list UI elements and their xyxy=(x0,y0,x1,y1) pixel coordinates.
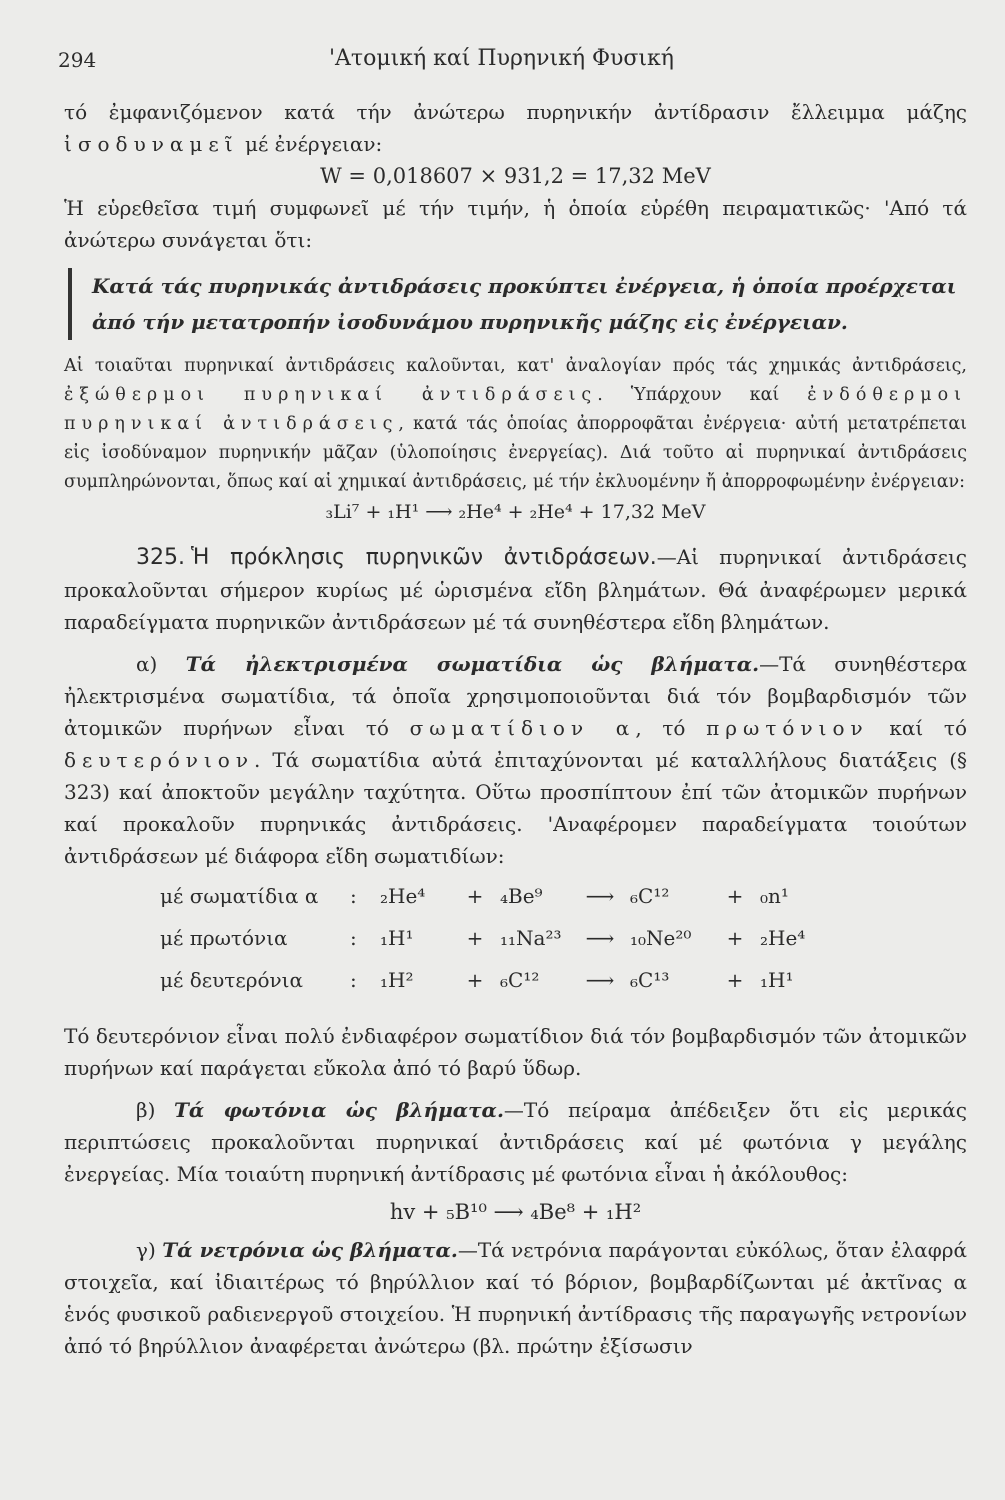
reaction-row xyxy=(160,968,967,1010)
reactions-table xyxy=(160,884,967,1010)
reaction-term: ₄Be⁹ xyxy=(500,884,543,908)
para1-text-b: μέ ἐνέργειαν: xyxy=(238,132,383,156)
sub-a-text4: . Τά σωματίδια αὐτά ἐπιταχύνονται μέ καταλλήλους διατάξεις (§ 323) καί ἀποκτοῦν μεγάλην ταχύτητα. Οὕτω προσπίπτουν ἐπί τῶν ἀτομικῶν πυρήνων καί προκαλοῦν πυρηνικάς ἀντιδράσεις. 'Αναφέρομεν παραδείγματα τοιούτων ἀντιδράσεων μέ διάφορα εἴδη σωματιδίων: xyxy=(64,748,967,868)
para1-spaced: ἰσοδυναμεῖ xyxy=(64,132,239,156)
reaction-product: ₀n¹ xyxy=(760,884,789,908)
plus-sign: + xyxy=(466,884,484,908)
reaction-term: ₂He⁴ xyxy=(380,884,426,908)
equation-lithium: ₃Li⁷ + ₁H¹ ⟶ ₂He⁴ + ₂He⁴ + 17,32 MeV xyxy=(325,501,706,523)
reaction-product: ₆C¹³ xyxy=(630,968,670,992)
sub-b-text: —Τό πείραμα ἀπέδειξεν ὅτι εἰς μερικάς περιπτώσεις προκαλοῦνται πυρηνικαί ἀντιδράσεις καί μέ φωτόνια γ μεγάλης ἐνεργείας. Μία τοιαύτη πυρηνική ἀντίδρασις μέ φωτόνια εἶναι ἡ ἀκόλουθος: xyxy=(64,1098,968,1186)
para1-text-a: τό ἐμφανιζόμενον κατά τήν ἀνώτερω πυρηνικήν ἀντίδρασιν ἔλλειμμα μάζης xyxy=(64,100,967,124)
equation-photon: hv + ₅B¹⁰ ⟶ ₄Be⁸ + ₁H² xyxy=(389,1200,642,1224)
para3-a: Αἱ τοιαῦται πυρηνικαί ἀντιδράσεις καλοῦνται, κατ' ἀναλογίαν πρός τάς χημικάς ἀντιδράσεις, xyxy=(64,356,967,376)
para3-exothermic-term: ἐξώθερμοι πυρηνικαί ἀντιδράσεις xyxy=(64,385,598,405)
section-number: 325. xyxy=(136,545,185,570)
reaction-row xyxy=(160,926,967,968)
sub-a-letter: α) xyxy=(136,652,158,676)
para3-c: , κατά τάς ὁποίας ἀπορροφᾶται ἐνέργεια· αὐτή μετατρέπεται εἰς ἰσοδύναμον πυρηνικήν μᾶζαν (ὑλοποίησις ἐνεργείας). Διά τοῦτο αἱ πυρηνικαί ἀντιδράσεις συμπληρώνονται, ὅπως καί αἱ χημικαί ἀντιδράσεις, μέ τήν ἐκλυομένην ἤ ἀπορροφωμένην ἐνέργειαν: xyxy=(64,414,967,492)
sub-c-letter: γ) xyxy=(136,1238,156,1262)
reaction-term: ₁H¹ xyxy=(380,926,414,950)
sub-a-deuteron: δευτερόνιον xyxy=(64,748,254,772)
sub-a-proton: πρωτόνιον xyxy=(706,716,869,740)
paragraph-agreement: Ἡ εὑρεθεῖσα τιμή συμφωνεῖ μέ τήν τιμήν, ἡ ὁποία εὑρέθη πειραματικῶς· 'Από τά ἀνώτερω συνάγεται ὅτι: xyxy=(64,196,967,252)
plus-sign: + xyxy=(726,884,744,908)
sub-a-alpha: σωματίδιον α xyxy=(409,716,636,740)
paragraph-exothermic xyxy=(64,352,967,497)
plus-sign: + xyxy=(726,968,744,992)
sub-c-title: Τά νετρόνια ὡς βλήματα. xyxy=(162,1238,458,1262)
arrow-icon: ⟶ xyxy=(585,926,615,950)
paragraph-mass-defect xyxy=(64,96,967,160)
arrow-icon: ⟶ xyxy=(585,968,615,992)
paragraph-deuteron: Τό δευτερόνιον εἶναι πολύ ἐνδιαφέρον σωματίδιον διά τόν βομβαρδισμόν τῶν ἀτομικῶν πυρήνων καί παράγεται εὔκολα ἀπό τό βαρύ ὕδωρ. xyxy=(64,1024,967,1080)
sub-a-text2: , τό xyxy=(635,716,707,740)
reaction-term: ₆C¹² xyxy=(500,968,540,992)
reaction-colon: : xyxy=(350,968,357,992)
plus-sign: + xyxy=(466,968,484,992)
para3-b: . Ὑπάρχουν καί xyxy=(597,385,808,405)
reaction-row xyxy=(160,884,967,926)
sub-b-title: Τά φωτόνια ὡς βλήματα. xyxy=(174,1098,504,1122)
reaction-term: ₁₁Na²³ xyxy=(500,926,562,950)
page-body xyxy=(64,96,967,1362)
page-number: 294 xyxy=(58,48,97,72)
reaction-colon: : xyxy=(350,884,357,908)
page-header xyxy=(58,40,945,80)
running-title: 'Ατομική καί Πυρηνική Φυσική xyxy=(328,46,674,71)
sub-a-title: Τά ἠλεκτρισμένα σωματίδια ὡς βλήματα. xyxy=(185,652,760,676)
sub-a-text1: —Τά συνηθέστερα ἠλεκτρισμένα σωματίδια, τά ὁποῖα χρησιμοποιοῦνται διά τόν βομβαρδισμόν τῶν ἀτομικῶν πυρήνων εἶναι τό xyxy=(64,652,968,740)
subsection-c xyxy=(64,1234,967,1362)
plus-sign: + xyxy=(466,926,484,950)
plus-sign: + xyxy=(726,926,744,950)
reaction-term: ₁H² xyxy=(380,968,414,992)
highlight-statement: Κατά τάς πυρηνικάς ἀντιδράσεις προκύπτει ἐνέργεια, ἡ ὁποία προέρχεται ἀπό τήν μετατροπήν ἰσοδυνάμου πυρηνικῆς μάζης εἰς ἐνέργειαν. xyxy=(68,268,967,340)
reaction-label: μέ δευτερόνια xyxy=(160,968,304,992)
section-325 xyxy=(64,541,967,638)
sub-a-text3: καί τό xyxy=(868,716,967,740)
reaction-product: ₁₀Ne²⁰ xyxy=(630,926,692,950)
subsection-a xyxy=(64,648,967,872)
section-title: Ἡ πρόκλησις πυρηνικῶν ἀντιδράσεων. xyxy=(190,545,657,570)
section-text: —Αἱ πυρηνικαί ἀντιδράσεις προκαλοῦνται σήμερον κυρίως μέ ὡρισμένα εἴδη βλημάτων. Θά ἀναφέρωμεν μερικά παραδείγματα πυρηνικῶν ἀντιδράσεων μέ τά συνηθέστερα εἴδη βλημάτων. xyxy=(64,545,968,634)
reaction-label: μέ πρωτόνια xyxy=(160,926,288,950)
reaction-label: μέ σωματίδια α xyxy=(160,884,319,908)
sub-c-text: —Τά νετρόνια παράγονται εὐκόλως, ὅταν ἐλαφρά στοιχεῖα, καί ἰδιαιτέρως τό βηρύλλιον καί τό βόριον, βομβαρδίζωνται μέ ἀκτῖνας α ἑνός φυσικοῦ ραδιενεργοῦ στοιχείου. Ἡ πυρηνική ἀντίδρασις τῆς παραγωγῆς νετρονίων ἀπό τό βηρύλλιον ἀναφέρεται ἀνώτερω (βλ. πρώτην ἐξίσωσιν xyxy=(64,1238,968,1358)
para3-endothermic-term: ἐνδόθερμοι πυρηνικαί ἀντιδράσεις xyxy=(64,385,968,434)
arrow-icon: ⟶ xyxy=(585,884,615,908)
subsection-b xyxy=(64,1094,967,1190)
reaction-product: ₁H¹ xyxy=(760,968,794,992)
reaction-product: ₂He⁴ xyxy=(760,926,806,950)
reaction-colon: : xyxy=(350,926,357,950)
reaction-product: ₆C¹² xyxy=(630,884,670,908)
equation-energy: W = 0,018607 × 931,2 = 17,32 MeV xyxy=(320,164,711,188)
sub-b-letter: β) xyxy=(136,1098,156,1122)
